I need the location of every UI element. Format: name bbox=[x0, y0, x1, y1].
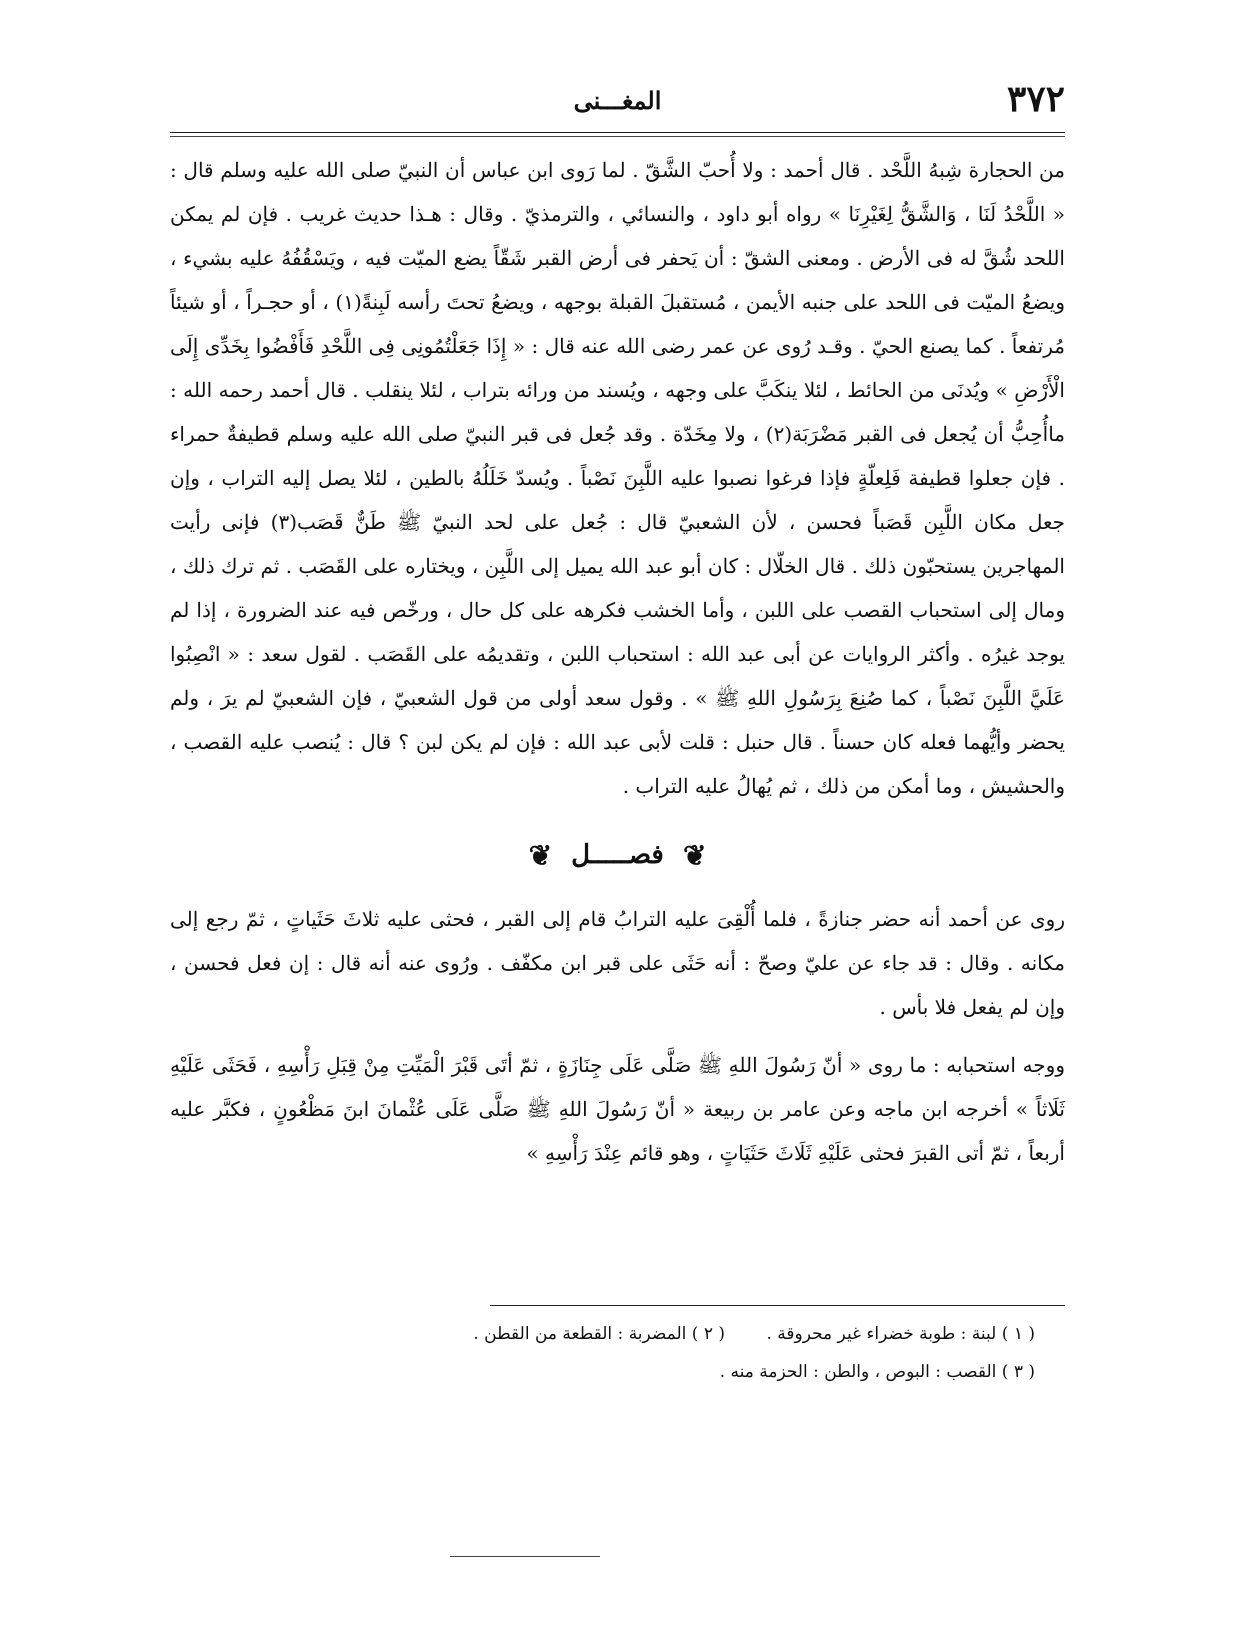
footnote-2: ( ٢ ) المضربة : القطعة من القطن . bbox=[473, 1324, 726, 1344]
bottom-rule bbox=[450, 1556, 600, 1557]
paragraph-burial-niche: من الحجارة شِبهُ اللَّحْد . قال أحمد : ولا أُحبّ الشَّقّ . لما رَوى ابن عباس أن النبيّ صلى الله عليه وسلم قال : « اللَّحْدُ لَنَا ، وَالشَّقُّ لِغَيْرِنَا » رواه أبو داود ، والنسائي ، والترمذيّ . وقال : هـذا حديث غريب . فإن لم يمكن اللحد شُقَّ له فى الأرض . ومعنى الشقّ : أن يَحفر فى أرض القبر شَقّاً يضع الميّت فيه ، ويَسْقُفُهُ عليه بشيء ، ويضعُ الميّت فى اللحد على جنبه الأيمن ، مُستقبلَ القبلة بوجهه ، ويضعُ تحتَ رأسه لَبِنةً(١) ، أو حجـراً ، أو شيئاً مُرتفعاً . كما يصنع الحيّ . وقـد رُوى عن عمر رضى الله عنه قال : « إِذَا جَعَلْتُمُونِى فِى اللَّحْدِ فَأَفْضُوا بِخَدِّى إِلَى الْأَرْضِ » ويُدنَى من الحائط ، لئلا ينكَبَّ على وجهه ، ويُسند من ورائه بتراب ، لئلا ينقلب . قال أحمد رحمه الله : ماأُحِبُّ أن يُجعل فى القبر مَضْرَبَة(٢) ، ولا مِخَدّة . وقد جُعل فى قبر النبيّ صلى الله عليه وسلم قطيفةٌ حمراء . فإن جعلوا قطيفة فَلِعلّةٍ فإذا فرغوا نصبوا عليه اللَّبِنَ نَصْباً . ويُسدّ خَلَلُهُ بالطين ، لئلا يصل إليه التراب ، وإن جعل مكان اللَّبِن قَصَباً فحسن ، لأن الشعبيّ قال : جُعل على لحد النبيّ ﷺ طَنٌّ قَصَب(٣) فإنى رأيت المهاجرين يستحبّون ذلك . قال الخلّال : كان أبو عبد الله يميل إلى اللَّبِن ، ويختاره على القَصَب . ثم ترك ذلك ، ومال إلى استحباب القصب على اللبن ، وأما الخشب فكرهه على كل حال ، ورخّص فيه عند الضرورة ، إذا لم يوجد غيرُه . وأكثر الروايات عن أبى عبد الله : استحباب اللبن ، وتقديمُه على القَصَب . لقول سعد : « انْصِبُوا عَلَيَّ اللَّبِنَ نَصْباً ، كما صُنِعَ بِرَسُولِ اللهِ ﷺ » . وقول سعد أولى من قول الشعبيّ ، فإن الشعبيّ لم يرَ ، ولم يحضر وأيُّهما فعله كان حسناً . قال حنبل : قلت لأبى عبد الله : فإن لم يكن لبن ؟ قال : يُنصب عليه القصب ، والحشيش ، وما أمكن من ذلك ، ثم يُهالُ عليه التراب . bbox=[170, 158, 1066, 798]
section-heading bbox=[170, 830, 1065, 881]
section-title: فصـــــل bbox=[571, 840, 664, 870]
running-title: المغـــنى bbox=[573, 86, 662, 115]
footnote-rule bbox=[490, 1305, 1065, 1306]
page-header bbox=[170, 78, 1065, 126]
paragraph-evidence: ووجه استحبابه : ما روى « أنّ رَسُولَ اللهِ ﷺ صَلَّى عَلَى جِنَازَةٍ ، ثمّ أتَى قَبْرَ الْمَيِّتِ مِنْ قِبَلِ رَأْسِهِ ، فَحَثَى عَلَيْهِ ثَلَاثاً » أخرجه ابن ماجه وعن عامر بن ربيعة « أنّ رَسُولَ اللهِ ﷺ صَلَّى عَلَى عُثْمانَ ابنَ مَظْعُونٍ ، فكبَّر عليه أربعاً ، ثمّ أتى القبرَ فحثى عَلَيْهِ ثَلَاثَ حَثَيَاتٍ ، وهو قائم عِنْدَ رَأْسِهِ » bbox=[170, 1053, 1065, 1165]
header-rule-thin bbox=[170, 136, 1065, 137]
main-text bbox=[170, 148, 1065, 1175]
footnote-1: ( ١ ) لبنة : طوبة خضراء غير محروقة . bbox=[766, 1324, 1035, 1344]
footnotes bbox=[170, 1315, 1035, 1391]
ornament-icon: ❦ bbox=[528, 839, 553, 872]
footnote-3: ( ٣ ) القصب : البوص ، والطن : الحزمة منه . bbox=[719, 1362, 1035, 1382]
page-number: ٣٧٢ bbox=[1006, 78, 1065, 120]
header-rule bbox=[170, 132, 1065, 133]
paragraph-throwing-soil: روى عن أحمد أنه حضر جنازةً ، فلما أُلْقِىَ عليه الترابُ قام إلى القبر ، فحثى عليه ثلاثَ حَثَياتٍ ، ثمّ رجع إلى مكانه . وقال : قد جاء عن عليّ وصحّ : أنه حَثَى على قبر ابن مكفّف . ورُوى عنه أنه قال : إن فعل فحسن ، وإن لم يفعل فلا بأس . bbox=[170, 907, 1065, 1019]
footnote-row bbox=[170, 1315, 1035, 1353]
ornament-icon: ❦ bbox=[682, 839, 707, 872]
footnote-row bbox=[170, 1353, 1035, 1391]
